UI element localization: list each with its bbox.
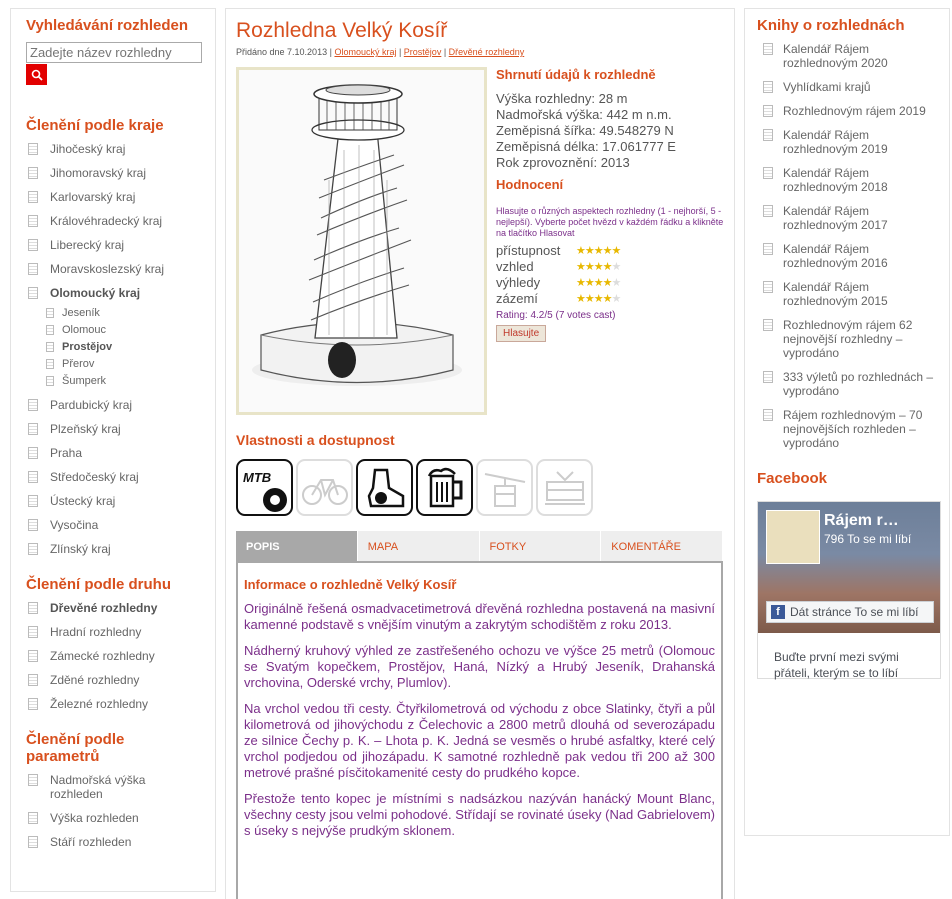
star-icon: ★ bbox=[576, 244, 585, 257]
star-icon: ★ bbox=[584, 244, 594, 257]
facebook-title: Facebook bbox=[757, 470, 828, 487]
page-icon bbox=[46, 325, 54, 335]
beer-icon bbox=[416, 459, 473, 516]
tab-popis[interactable]: POPIS bbox=[236, 531, 358, 561]
facebook-widget bbox=[757, 501, 941, 679]
facebook-page-thumbnail[interactable] bbox=[766, 510, 820, 564]
star-icon: ★ bbox=[602, 244, 612, 257]
page-title: Rozhledna Velký Kosíř bbox=[236, 19, 448, 42]
page-icon bbox=[28, 399, 38, 411]
page-icon bbox=[28, 495, 38, 507]
region-section-title: Členění podle kraje bbox=[26, 117, 164, 134]
page-icon bbox=[28, 650, 38, 662]
stat-altitude: Nadmořská výška: 442 m n.m. bbox=[496, 107, 672, 122]
info-title: Informace o rozhledně Velký Kosíř bbox=[244, 577, 457, 592]
books-title: Knihy o rozhlednách bbox=[757, 17, 905, 34]
tab-content-popis bbox=[236, 561, 723, 899]
tower-drawing-image bbox=[236, 67, 487, 415]
type-item[interactable]: Hradní rozhledny bbox=[26, 625, 201, 639]
content-tabs bbox=[236, 531, 723, 561]
page-icon bbox=[28, 674, 38, 686]
left-sidebar bbox=[10, 8, 216, 892]
book-link[interactable]: Kalendář Rájem rozhlednovým 2018 bbox=[757, 166, 939, 194]
rating-hint: Hlasujte o různých aspektech rozhledny (1 - nejhorší, 5 - nejlepší). Vyberte počet hvězd v každém řádku a klikněte na tlačítko Hlasovat bbox=[496, 206, 724, 238]
param-item[interactable]: Nadmořská výška rozhleden bbox=[26, 773, 201, 801]
district-item[interactable]: Olomouc bbox=[46, 323, 201, 337]
region-item[interactable]: Karlovarský kraj bbox=[26, 190, 201, 204]
region-item[interactable]: Středočeský kraj bbox=[26, 470, 201, 484]
district-item[interactable]: Šumperk bbox=[46, 374, 201, 388]
search-button[interactable] bbox=[26, 64, 47, 85]
properties-title: Vlastnosti a dostupnost bbox=[236, 432, 395, 448]
main-content bbox=[225, 8, 735, 899]
star-icon: ★ bbox=[602, 292, 612, 305]
page-icon bbox=[28, 812, 38, 824]
page-icon bbox=[763, 129, 773, 141]
book-link[interactable]: 333 výletů po rozhlednách – vyprodáno bbox=[757, 370, 939, 398]
category-link[interactable]: Dřevěné rozhledny bbox=[448, 47, 525, 57]
page-icon bbox=[28, 191, 38, 203]
rating-row: přístupnost ★ ★ ★ ★ ★ bbox=[496, 243, 621, 258]
book-link[interactable]: Kalendář Rájem rozhlednovým 2019 bbox=[757, 128, 939, 156]
param-item[interactable]: Výška rozhleden bbox=[26, 811, 201, 825]
book-link[interactable]: Kalendář Rájem rozhlednovým 2017 bbox=[757, 204, 939, 232]
param-section-title: Členění podle parametrů bbox=[26, 731, 125, 765]
type-item[interactable]: Zámecké rozhledny bbox=[26, 649, 201, 663]
book-link[interactable]: Kalendář Rájem rozhlednovým 2016 bbox=[757, 242, 939, 270]
region-item[interactable]: Praha bbox=[26, 446, 201, 460]
region-item[interactable]: Liberecký kraj bbox=[26, 238, 201, 252]
page-icon bbox=[28, 239, 38, 251]
category-link[interactable]: Prostějov bbox=[403, 47, 442, 57]
page-icon bbox=[763, 319, 773, 331]
description-paragraph: Nádherný kruhový výhled ze zastřešeného ochozu ve výšce 25 metrů (Olomouc se Svatým kopečkem, Prostějov, Haná, Nízký a Hrubý Jeseník, Drahanská vrchovina, Oderské vrchy, Plumlov). bbox=[244, 643, 715, 690]
page-icon bbox=[28, 143, 38, 155]
star-rating-input[interactable] bbox=[576, 293, 620, 305]
bicycle-icon bbox=[296, 459, 353, 516]
cable-car-icon bbox=[476, 459, 533, 516]
description-paragraph: Originálně řešená osmadvacetimetrová dřevěná rozhledna postavená na masivní kamenné podstavě s vnějším vinutým a zakrytým schodištěm z roku 2013. bbox=[244, 601, 715, 632]
summary-title: Shrnutí údajů k rozhledně bbox=[496, 67, 656, 82]
region-item-active[interactable]: Olomoucký kraj bbox=[26, 286, 201, 300]
book-link[interactable]: Kalendář Rájem rozhlednovým 2015 bbox=[757, 280, 939, 308]
star-icon: ★ bbox=[584, 292, 594, 305]
category-link[interactable]: Olomoucký kraj bbox=[334, 47, 397, 57]
region-list bbox=[26, 142, 201, 300]
rating-row: zázemí ★ ★ ★ ★ ★ bbox=[496, 291, 621, 306]
post-meta: Přidáno dne 7.10.2013 | Olomoucký kraj | Prostějov | Dřevěné rozhledny bbox=[236, 47, 525, 57]
page-icon bbox=[28, 626, 38, 638]
region-item[interactable]: Jihomoravský kraj bbox=[26, 166, 201, 180]
facebook-cover bbox=[758, 502, 940, 633]
page-icon bbox=[28, 287, 38, 299]
page-icon bbox=[763, 409, 773, 421]
star-icon: ★ bbox=[611, 276, 621, 289]
page-icon bbox=[28, 263, 38, 275]
region-list-cont bbox=[26, 398, 201, 556]
tram-icon bbox=[536, 459, 593, 516]
facebook-like-button[interactable]: f Dát stránce To se mi líbí bbox=[766, 601, 934, 623]
facebook-icon: f bbox=[771, 605, 785, 619]
page-icon bbox=[28, 602, 38, 614]
description-paragraph: Přestože tento kopec je místními s nadsázkou nazýván hanácký Mount Blanc, všechny cesty jsou velmi pohodové. Střídají se rovinaté úseky (Nad Gabrielovem) s úseky s nejvýše prudkým sklonem. bbox=[244, 791, 715, 838]
star-icon: ★ bbox=[576, 292, 585, 305]
hiking-boot-icon bbox=[356, 459, 413, 516]
district-item-active[interactable]: Prostějov bbox=[46, 340, 201, 354]
page-icon bbox=[763, 81, 773, 93]
type-item[interactable]: Železné rozhledny bbox=[26, 697, 201, 711]
page-icon bbox=[28, 167, 38, 179]
summary-panel bbox=[496, 67, 726, 342]
facebook-page-name[interactable]: Rájem r… bbox=[824, 512, 899, 529]
svg-text:MTB: MTB bbox=[242, 469, 271, 485]
district-item[interactable]: Jeseník bbox=[46, 306, 201, 320]
facebook-like-count: 796 To se mi líbí bbox=[824, 532, 912, 546]
param-list bbox=[26, 773, 201, 849]
star-icon: ★ bbox=[593, 260, 603, 273]
book-link[interactable]: Rozhlednovým rájem 2019 bbox=[757, 104, 939, 118]
page-icon bbox=[763, 167, 773, 179]
page-icon bbox=[28, 471, 38, 483]
stat-height: Výška rozhledny: 28 m bbox=[496, 91, 628, 106]
tab-fotky[interactable]: FOTKY bbox=[480, 531, 602, 561]
star-icon: ★ bbox=[611, 292, 621, 305]
rating-row: výhledy ★ ★ ★ ★ ★ bbox=[496, 275, 621, 290]
page-icon bbox=[28, 774, 38, 786]
type-section-title: Členění podle druhu bbox=[26, 576, 171, 593]
page-icon bbox=[46, 342, 54, 352]
star-icon: ★ bbox=[576, 276, 585, 289]
type-item[interactable]: Zděné rozhledny bbox=[26, 673, 201, 687]
rating-summary: Rating: 4.2/5 (7 votes cast) bbox=[496, 310, 616, 321]
region-item[interactable]: Plzeňský kraj bbox=[26, 422, 201, 436]
region-item[interactable]: Jihočeský kraj bbox=[26, 142, 201, 156]
star-icon: ★ bbox=[593, 244, 603, 257]
star-icon: ★ bbox=[593, 276, 603, 289]
star-icon: ★ bbox=[584, 276, 594, 289]
stat-longitude: Zeměpisná délka: 17.061777 E bbox=[496, 139, 676, 154]
rating-row: vzhled ★ ★ ★ ★ ★ bbox=[496, 259, 621, 274]
district-item[interactable]: Přerov bbox=[46, 357, 201, 371]
page-icon bbox=[28, 698, 38, 710]
vote-button[interactable]: Hlasujte bbox=[496, 325, 546, 342]
region-item[interactable]: Ústecký kraj bbox=[26, 494, 201, 508]
stat-latitude: Zeměpisná šířka: 49.548279 N bbox=[496, 123, 674, 138]
type-item-active[interactable]: Dřevěné rozhledny bbox=[26, 601, 201, 615]
star-icon: ★ bbox=[593, 292, 603, 305]
star-rating-input[interactable] bbox=[576, 245, 620, 257]
description-paragraph: Na vrchol vedou tři cesty. Čtyřkilometrová od východu z obce Slatinky, čtyři a půl kilometrová od jihovýchodu z Čelechovic a 2800 metrů dlouhá od severozápadu ze silnice Čechy p. K. – Lhota p. K. Jedná se vesměs o hrubé asfaltky, které celý vrchol podjedou od jihozápadu. K samotné rozhledně pak vedou tři 200 až 300 metrové prašné písčitokamenité cesty do prudkého kopce. bbox=[244, 701, 715, 780]
page-icon bbox=[28, 519, 38, 531]
page-icon bbox=[28, 423, 38, 435]
page-icon bbox=[763, 205, 773, 217]
properties-icons bbox=[236, 459, 593, 516]
region-item[interactable]: Moravskoslezský kraj bbox=[26, 262, 201, 276]
page-icon bbox=[763, 371, 773, 383]
region-item[interactable]: Vysočina bbox=[26, 518, 201, 532]
book-link[interactable]: Rájem rozhlednovým – 70 nejnovějších rozhleden – vyprodáno bbox=[757, 408, 939, 450]
page-icon bbox=[763, 281, 773, 293]
page-icon bbox=[763, 243, 773, 255]
search-icon bbox=[31, 69, 43, 81]
book-link[interactable]: Kalendář Rájem rozhlednovým 2020 bbox=[757, 42, 939, 70]
book-link[interactable]: Rozhlednovým rájem 62 nejnovější rozhledny – vyprodáno bbox=[757, 318, 939, 360]
tab-mapa[interactable]: MAPA bbox=[358, 531, 480, 561]
search-title: Vyhledávání rozhleden bbox=[26, 17, 188, 34]
region-item[interactable]: Pardubický kraj bbox=[26, 398, 201, 412]
rating-title: Hodnocení bbox=[496, 177, 564, 192]
page-icon bbox=[46, 376, 54, 386]
star-icon: ★ bbox=[602, 276, 612, 289]
search-input[interactable] bbox=[26, 42, 202, 63]
star-icon: ★ bbox=[611, 244, 621, 257]
facebook-friends-text: Buďte první mezi svými přáteli, kterým se to líbí bbox=[774, 650, 899, 680]
star-icon: ★ bbox=[611, 260, 621, 273]
page-icon bbox=[46, 359, 54, 369]
page-icon bbox=[28, 836, 38, 848]
district-list bbox=[46, 306, 201, 388]
mtb-icon bbox=[236, 459, 293, 516]
star-icon: ★ bbox=[602, 260, 612, 273]
param-item[interactable]: Stáří rozhleden bbox=[26, 835, 201, 849]
page-icon bbox=[763, 43, 773, 55]
book-link[interactable]: Vyhlídkami krajů bbox=[757, 80, 939, 94]
star-icon: ★ bbox=[584, 260, 594, 273]
page-icon bbox=[28, 447, 38, 459]
region-item[interactable]: Zlínský kraj bbox=[26, 542, 201, 556]
right-sidebar bbox=[744, 8, 950, 836]
page-icon bbox=[46, 308, 54, 318]
stat-year: Rok zprovoznění: 2013 bbox=[496, 155, 630, 170]
page-icon bbox=[763, 105, 773, 117]
page-icon bbox=[28, 543, 38, 555]
region-item[interactable]: Královéhradecký kraj bbox=[26, 214, 201, 228]
star-rating-input[interactable] bbox=[576, 277, 620, 289]
star-rating-input[interactable] bbox=[576, 261, 620, 273]
page-icon bbox=[28, 215, 38, 227]
type-list bbox=[26, 601, 201, 711]
tab-komentare[interactable]: KOMENTÁŘE bbox=[601, 531, 723, 561]
star-icon: ★ bbox=[576, 260, 585, 273]
